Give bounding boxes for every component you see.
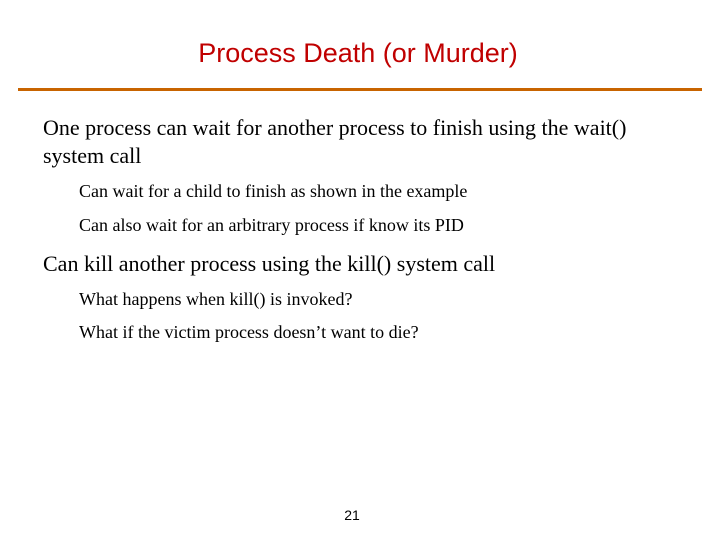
- sub-bullet-kill-invoked: What happens when kill() is invoked?: [79, 289, 353, 309]
- title-divider: [18, 88, 702, 91]
- sub-bullet-kill-victim: What if the victim process doesn’t want to die?: [79, 322, 419, 342]
- bullet-wait: One process can wait for another process to finish using the wait() system call: [43, 115, 627, 168]
- bullet-kill: Can kill another process using the kill() system call: [43, 251, 496, 276]
- page-number: 21: [344, 507, 360, 523]
- sub-bullet-wait-child: Can wait for a child to finish as shown in the example: [79, 181, 468, 201]
- slide-title: Process Death (or Murder): [198, 38, 518, 68]
- sub-bullet-wait-pid: Can also wait for an arbitrary process if know its PID: [79, 215, 464, 235]
